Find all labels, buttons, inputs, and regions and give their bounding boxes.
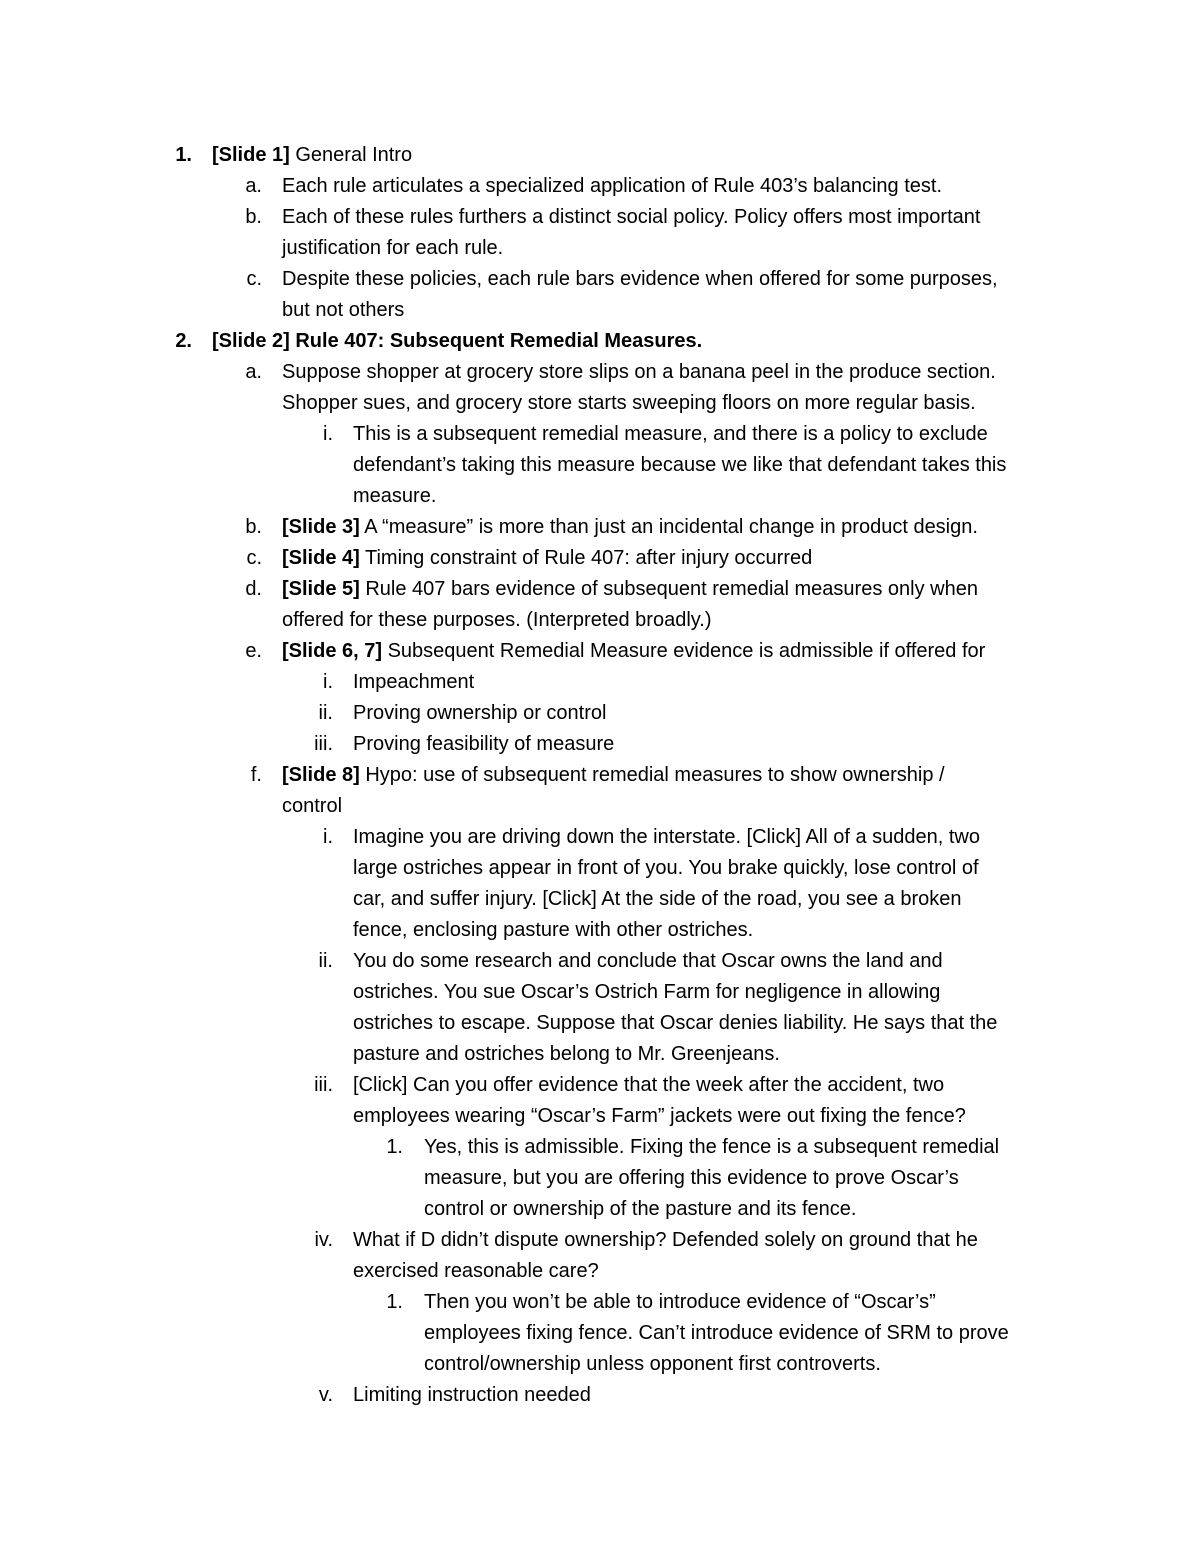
outline-item bbox=[0, 171, 1200, 202]
outline-line bbox=[0, 450, 1200, 481]
text-run: employees wearing “Oscar’s Farm” jackets were out fixing the fence? bbox=[353, 1105, 966, 1127]
text-run: Proving feasibility of measure bbox=[353, 733, 615, 755]
text-run: car, and suffer injury. [Click] At the side of the road, you see a broken bbox=[353, 888, 962, 910]
outline-item bbox=[0, 822, 1200, 946]
outline-line bbox=[0, 171, 1200, 202]
text-run: General Intro bbox=[289, 144, 413, 166]
bold-text: [Slide 6, 7] bbox=[282, 640, 383, 662]
text-run: ostriches to escape. Suppose that Oscar denies liability. He says that the bbox=[353, 1012, 998, 1034]
outline-text bbox=[282, 264, 998, 295]
text-run: Shopper sues, and grocery store starts sweeping floors on more regular basis. bbox=[282, 392, 976, 414]
text-run: Despite these policies, each rule bars evidence when offered for some purposes, bbox=[282, 268, 998, 290]
outline-text bbox=[353, 946, 943, 977]
list-marker: b. bbox=[245, 516, 262, 538]
outline-text bbox=[282, 636, 985, 667]
outline-line bbox=[0, 760, 1200, 791]
list-marker: v. bbox=[318, 1384, 333, 1406]
text-run: Suppose shopper at grocery store slips on a banana peel in the produce section. bbox=[282, 361, 996, 383]
outline-line bbox=[0, 698, 1200, 729]
outline-line bbox=[0, 1194, 1200, 1225]
text-run: control or ownership of the pasture and its fence. bbox=[424, 1198, 857, 1220]
list-marker: 1. bbox=[175, 144, 192, 166]
text-run: exercised reasonable care? bbox=[353, 1260, 599, 1282]
outline-text bbox=[282, 357, 996, 388]
outline-line bbox=[0, 822, 1200, 853]
outline-line bbox=[0, 326, 1200, 357]
text-run: Rule 407 bars evidence of subsequent remedial measures only when bbox=[359, 578, 978, 600]
text-run: Proving ownership or control bbox=[353, 702, 607, 724]
outline-text bbox=[353, 450, 1006, 481]
outline-text bbox=[424, 1132, 999, 1163]
outline-item bbox=[0, 667, 1200, 698]
outline-line bbox=[0, 295, 1200, 326]
outline-text bbox=[424, 1287, 936, 1318]
outline-text bbox=[424, 1349, 881, 1380]
outline-item bbox=[0, 729, 1200, 760]
outline-line bbox=[0, 853, 1200, 884]
list-marker: f. bbox=[250, 764, 262, 786]
text-run: A “measure” is more than just an incidental change in product design. bbox=[359, 516, 978, 538]
text-run: Yes, this is admissible. Fixing the fence is a subsequent remedial bbox=[424, 1136, 1000, 1158]
outline-text bbox=[353, 1070, 944, 1101]
outline-line bbox=[0, 1318, 1200, 1349]
outline-line bbox=[0, 388, 1200, 419]
outline-text bbox=[353, 822, 980, 853]
bold-text: [Slide 8] bbox=[282, 764, 360, 786]
outline-line bbox=[0, 1132, 1200, 1163]
list-marker: i. bbox=[323, 671, 333, 693]
list-marker: 2. bbox=[175, 330, 192, 352]
text-run: Hypo: use of subsequent remedial measures to show ownership / bbox=[359, 764, 945, 786]
outline-line bbox=[0, 667, 1200, 698]
outline-text bbox=[353, 698, 606, 729]
outline-line bbox=[0, 512, 1200, 543]
text-run: Subsequent Remedial Measure evidence is admissible if offered for bbox=[382, 640, 986, 662]
outline-item bbox=[0, 946, 1200, 1070]
list-marker: 1. bbox=[386, 1291, 403, 1313]
outline-item bbox=[0, 140, 1200, 171]
outline-text bbox=[282, 512, 978, 543]
list-marker: 1. bbox=[386, 1136, 403, 1158]
list-marker: c. bbox=[246, 268, 262, 290]
outline-line bbox=[0, 1039, 1200, 1070]
outline-text bbox=[353, 1008, 997, 1039]
text-run: fence, enclosing pasture with other ostriches. bbox=[353, 919, 754, 941]
outline-line bbox=[0, 729, 1200, 760]
outline-line bbox=[0, 543, 1200, 574]
outline-text bbox=[353, 481, 436, 512]
outline-item bbox=[0, 543, 1200, 574]
outline-text bbox=[282, 543, 812, 574]
list-marker: iii. bbox=[314, 733, 333, 755]
text-run: employees fixing fence. Can’t introduce evidence of SRM to prove bbox=[424, 1322, 1009, 1344]
text-run: large ostriches appear in front of you. You brake quickly, lose control of bbox=[353, 857, 979, 879]
bold-text: [Slide 1] bbox=[212, 144, 290, 166]
outline-line bbox=[0, 1101, 1200, 1132]
outline-text bbox=[353, 667, 474, 698]
list-marker: a. bbox=[245, 361, 262, 383]
outline-line bbox=[0, 1256, 1200, 1287]
text-run: Each of these rules furthers a distinct social policy. Policy offers most important bbox=[282, 206, 981, 228]
list-marker: b. bbox=[245, 206, 262, 228]
outline-text bbox=[353, 853, 979, 884]
outline-text bbox=[353, 1101, 966, 1132]
text-run: measure. bbox=[353, 485, 437, 507]
outline-line bbox=[0, 481, 1200, 512]
outline-line bbox=[0, 419, 1200, 450]
outline-line bbox=[0, 574, 1200, 605]
outline-item bbox=[0, 419, 1200, 512]
outline-text bbox=[353, 729, 614, 760]
bold-text: [Slide 5] bbox=[282, 578, 360, 600]
outline-text bbox=[353, 1256, 599, 1287]
outline-item bbox=[0, 512, 1200, 543]
text-run: justification for each rule. bbox=[282, 237, 504, 259]
text-run: Then you won’t be able to introduce evidence of “Oscar’s” bbox=[424, 1291, 936, 1313]
list-marker: iv. bbox=[314, 1229, 333, 1251]
outline-line bbox=[0, 946, 1200, 977]
outline-line bbox=[0, 140, 1200, 171]
outline-text bbox=[353, 1380, 591, 1411]
outline-item bbox=[0, 264, 1200, 326]
outline-item bbox=[0, 1070, 1200, 1132]
list-marker: i. bbox=[323, 826, 333, 848]
outline-text bbox=[282, 295, 404, 326]
outline-text bbox=[282, 202, 980, 233]
outline-text bbox=[424, 1194, 856, 1225]
outline-text bbox=[212, 326, 702, 357]
outline-text bbox=[353, 1225, 978, 1256]
list-marker: ii. bbox=[318, 950, 333, 972]
outline-text bbox=[353, 1039, 780, 1070]
outline-line bbox=[0, 636, 1200, 667]
outline-line bbox=[0, 791, 1200, 822]
text-run: This is a subsequent remedial measure, and there is a policy to exclude bbox=[353, 423, 988, 445]
outline-text bbox=[282, 574, 978, 605]
outline-item bbox=[0, 326, 1200, 357]
text-run: Timing constraint of Rule 407: after injury occurred bbox=[359, 547, 813, 569]
outline-text bbox=[353, 419, 988, 450]
outline-item bbox=[0, 1380, 1200, 1411]
outline-text bbox=[282, 605, 712, 636]
list-marker: c. bbox=[246, 547, 262, 569]
outline-text bbox=[353, 977, 940, 1008]
text-run: offered for these purposes. (Interpreted broadly.) bbox=[282, 609, 712, 631]
text-run: Imagine you are driving down the interstate. [Click] All of a sudden, two bbox=[353, 826, 981, 848]
outline-line bbox=[0, 884, 1200, 915]
outline-text bbox=[212, 140, 412, 171]
outline-line bbox=[0, 605, 1200, 636]
document-body bbox=[0, 140, 1200, 1411]
bold-text: [Slide 3] bbox=[282, 516, 360, 538]
text-run: but not others bbox=[282, 299, 405, 321]
outline-item bbox=[0, 357, 1200, 419]
outline-text bbox=[353, 915, 753, 946]
outline-text bbox=[282, 233, 503, 264]
outline-item bbox=[0, 1132, 1200, 1225]
outline-item bbox=[0, 1287, 1200, 1380]
outline-item bbox=[0, 1225, 1200, 1287]
outline-text bbox=[282, 388, 976, 419]
outline-text bbox=[282, 791, 342, 822]
outline-line bbox=[0, 915, 1200, 946]
outline-line bbox=[0, 977, 1200, 1008]
text-run: Each rule articulates a specialized application of Rule 403’s balancing test. bbox=[282, 175, 943, 197]
outline-item bbox=[0, 574, 1200, 636]
text-run: measure, but you are offering this evidence to prove Oscar’s bbox=[424, 1167, 959, 1189]
outline-line bbox=[0, 264, 1200, 295]
bold-text: [Slide 4] bbox=[282, 547, 360, 569]
outline-line bbox=[0, 357, 1200, 388]
list-marker: a. bbox=[245, 175, 262, 197]
outline-item bbox=[0, 760, 1200, 822]
outline-line bbox=[0, 1070, 1200, 1101]
outline-line bbox=[0, 1380, 1200, 1411]
list-marker: ii. bbox=[318, 702, 333, 724]
outline-item bbox=[0, 202, 1200, 264]
text-run: Impeachment bbox=[353, 671, 475, 693]
list-marker: i. bbox=[323, 423, 333, 445]
outline-text bbox=[424, 1318, 1009, 1349]
outline-text bbox=[353, 884, 962, 915]
text-run: pasture and ostriches belong to Mr. Greenjeans. bbox=[353, 1043, 780, 1065]
outline-line bbox=[0, 1008, 1200, 1039]
outline-line bbox=[0, 1225, 1200, 1256]
outline-item bbox=[0, 636, 1200, 667]
text-run: [Click] Can you offer evidence that the week after the accident, two bbox=[353, 1074, 945, 1096]
outline-line bbox=[0, 1349, 1200, 1380]
outline-line bbox=[0, 202, 1200, 233]
text-run: ostriches. You sue Oscar’s Ostrich Farm for negligence in allowing bbox=[353, 981, 941, 1003]
text-run: defendant’s taking this measure because we like that defendant takes this bbox=[353, 454, 1007, 476]
list-marker: d. bbox=[245, 578, 262, 600]
outline-text bbox=[282, 760, 945, 791]
text-run: What if D didn’t dispute ownership? Defended solely on ground that he bbox=[353, 1229, 978, 1251]
text-run: control/ownership unless opponent first controverts. bbox=[424, 1353, 881, 1375]
bold-text: [Slide 2] Rule 407: Subsequent Remedial Measures. bbox=[212, 330, 703, 352]
text-run: You do some research and conclude that Oscar owns the land and bbox=[353, 950, 943, 972]
outline-text bbox=[282, 171, 942, 202]
outline-line bbox=[0, 233, 1200, 264]
outline-text bbox=[424, 1163, 959, 1194]
outline-line bbox=[0, 1287, 1200, 1318]
outline-item bbox=[0, 698, 1200, 729]
outline-line bbox=[0, 1163, 1200, 1194]
text-run: Limiting instruction needed bbox=[353, 1384, 591, 1406]
list-marker: iii. bbox=[314, 1074, 333, 1096]
text-run: control bbox=[282, 795, 343, 817]
list-marker: e. bbox=[245, 640, 262, 662]
